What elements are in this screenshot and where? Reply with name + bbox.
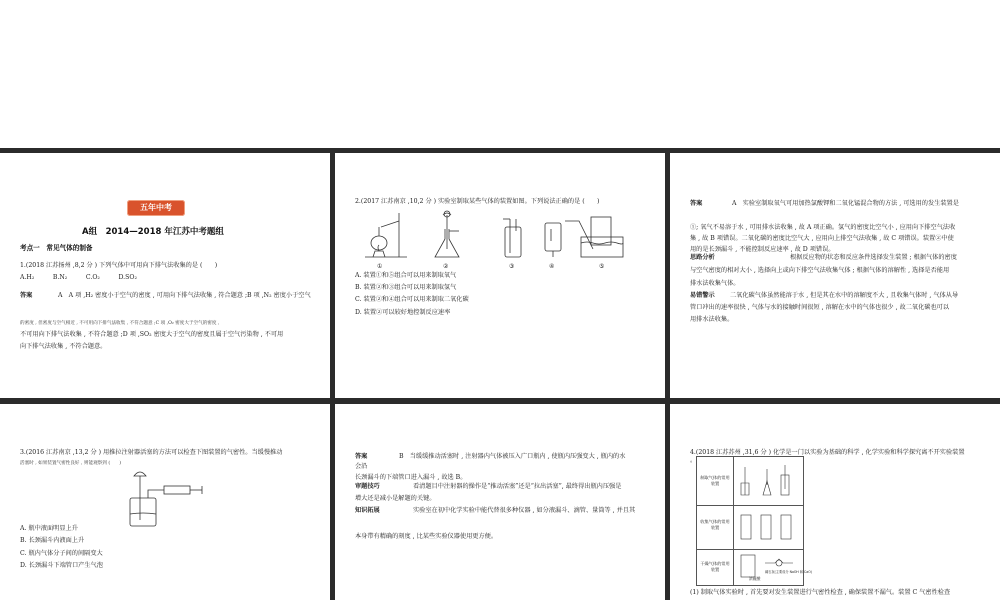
answer-text-4: 向下排气法收集 , 不符合题意。 xyxy=(20,343,107,350)
slide-3[interactable] xyxy=(670,153,1000,398)
question-4-b: 。 xyxy=(690,457,697,464)
answer-text-3: 集 , 故 B 项错误。二氧化碳的密度比空气大 , 应用向上排空气法收集 , 故 C 项错误。装置②中使 xyxy=(690,235,954,242)
slide-5[interactable] xyxy=(335,404,665,600)
answer-text: A A 项 ,H₂ 密度小于空气的密度 , 可用向下排气法收集 , 符合题意 ;B 项 ,N₂ 密度小于空气 xyxy=(58,292,311,299)
apparatus-table xyxy=(696,456,812,586)
wide-mouth-bottle xyxy=(130,498,156,526)
syringe-figure xyxy=(120,468,210,528)
note-text-2: 管口冲出的速率很快 , 气体与水的接触时间很短 , 溶解在水中的气体也很少 , 故二氧化碳也可以 xyxy=(690,304,950,311)
question-4: 4.(2018 江苏苏州 ,31,6 分 ) 化学是一门以实验为基础的科学 , 化学实验和科学探究离不开实验装置 xyxy=(690,449,965,456)
option-b: B. 长颈漏斗内液面上升 xyxy=(20,537,85,544)
tip-text-2: 增大还是减小是解题的关键。 xyxy=(355,495,436,502)
row-label-collect: 收集气体的常用装置 xyxy=(700,519,730,530)
answer-label: 答案 xyxy=(355,453,368,460)
label-3: ③ xyxy=(509,263,515,270)
apparatus-figure xyxy=(355,209,655,271)
answer-text: B 当缓缓推动活塞时 , 注射器内气体被压入广口瓶内 , 使瓶内压强变大 , 瓶内的水 xyxy=(399,453,626,460)
apparatus-2 xyxy=(435,211,459,257)
tip-text: 根据反应物的状态和反应条件选择发生装置 ; 根据气体的密度 xyxy=(790,254,957,261)
apparatus-3 xyxy=(503,219,521,257)
note-text: 二氧化碳气体虽然能溶于水 , 但是其在水中的溶解度不大 , 且收集气体时 , 气体从导 xyxy=(730,292,959,299)
answer-text-2: 会沿 xyxy=(355,463,368,470)
option-a: A. 瓶中液面明显上升 xyxy=(20,525,78,532)
answer-text-2: ①; 氧气不易溶于水 , 可用排水法收集 , 故 A 项正确。氢气的密度比空气小 , 应用向下排空气法收 xyxy=(690,224,956,231)
question-1-options: A.H₂ B.N₂ C.O₂ D.SO₂ xyxy=(20,274,137,281)
answer-text-2: 的密度 , 但密度与空气相近 , 不可用向下排气法收集 , 不符合题意 ;C 项 ,O₂ 密度大于空气的密度 , xyxy=(20,321,220,326)
question-3: 3.(2016 江苏南京 ,13,2 分 ) 用推拉注射器活塞的方法可以检查下图装置的气密性。当缓慢推动 xyxy=(20,449,283,456)
label-2: ② xyxy=(443,263,449,270)
delivery-tube xyxy=(148,490,164,498)
label-4: ④ xyxy=(549,263,555,270)
label-soda-lime: 碱石灰(主要成分 NaOH 和 CaO) xyxy=(765,570,812,574)
tip-label: 审题技巧 xyxy=(355,483,380,490)
tip-label: 思路分析 xyxy=(690,254,715,261)
blank-page-area xyxy=(0,0,1000,148)
slide-6[interactable] xyxy=(670,404,1000,600)
section-badge: 五年中考 xyxy=(127,200,185,216)
answer-text: A 实验室制取氧气可用加热氯酸钾和二氧化锰混合物的方法 , 可选用的发生装置是 xyxy=(732,200,959,207)
syringe xyxy=(164,486,190,494)
question-3-b: 活塞时 , 如果装置气密性良好 , 则能观察到 ( ) xyxy=(20,461,122,466)
label-5: ⑤ xyxy=(599,263,605,270)
option-b: B. 装置②和③组合可以用来制取氢气 xyxy=(355,284,457,291)
slide-4[interactable] xyxy=(0,404,330,600)
answer-text-3: 长颈漏斗的下端管口进入漏斗 , 故选 B。 xyxy=(355,474,467,481)
answer-text-3: 不可用向下排气法收集 , 不符合题意 ;D 项 ,SO₂ 密度大于空气的密度且属于空气污染物 , 不可用 xyxy=(20,331,284,338)
apparatus-5 xyxy=(565,217,623,257)
answer-label: 答案 xyxy=(690,200,703,207)
note-label: 知识拓展 xyxy=(355,507,380,514)
option-d: D. 装置②可以较好地控制反应速率 xyxy=(355,309,451,316)
row-label-dry: 干燥气体的常用装置 xyxy=(700,561,730,572)
note-text-3: 用排水法收集。 xyxy=(690,316,734,323)
apparatus-4 xyxy=(545,223,561,257)
option-c: C. 瓶内气体分子间的间隔变大 xyxy=(20,550,103,557)
question-1: 1.(2018 江苏扬州 ,8,2 分 ) 下列气体中可用向下排气法收集的是 ( ) xyxy=(20,262,218,269)
option-c: C. 装置②和④组合可以用来制取二氧化碳 xyxy=(355,296,469,303)
note-text-2: 本身带有精确的刻度 , 比某些实验仪器使用更方便。 xyxy=(355,533,498,540)
tip-text-2: 与空气密度的相对大小 , 选择向上或向下排空气法收集气体 ; 根据气体的溶解性 , 选择是否能用 xyxy=(690,267,950,274)
apparatus-1 xyxy=(365,213,407,257)
label-c: 浓硫酸 xyxy=(749,576,761,581)
option-a: A. 装置①和⑤组合可以用来制取氧气 xyxy=(355,272,457,279)
topic-heading: 考点一 常见气体的制备 xyxy=(20,244,93,252)
question-2: 2.(2017 江苏南京 ,10,2 分 ) 实验室制取某些气体的装置如图。下列说法正确的是 ( ) xyxy=(355,198,600,205)
group-heading: A组 2014—2018 年江苏中考题组 xyxy=(82,227,224,237)
answer-label: 答案 xyxy=(20,292,33,299)
row-label-generate: 制取气体的常用装置 xyxy=(700,475,730,486)
answer-text-4: 用的是长颈漏斗 , 不能控制反应速率 , 故 D 项错误。 xyxy=(690,246,835,253)
slide-1[interactable] xyxy=(0,153,330,398)
question-4-part-1: (1) 制取气体实验时 , 首先要对发生装置进行气密性检查 , 确保装置不漏气。装置 C 气密性检查 xyxy=(690,589,951,596)
slide-2[interactable] xyxy=(335,153,665,398)
label-1: ① xyxy=(377,263,383,270)
tip-text-3: 排水法收集气体。 xyxy=(690,280,740,287)
note-text: 实验室在初中化学实验中能代替很多种仪器 , 如分液漏斗、滴管、量筒等 , 并且其 xyxy=(413,507,636,514)
tip-text: 看清题目中注射器的操作是“推动活塞”还是“拉出活塞”, 最终得出瓶内压强是 xyxy=(413,483,622,490)
option-d: D. 长颈漏斗下端管口产生气泡 xyxy=(20,562,103,569)
apparatus-drawings xyxy=(735,459,812,583)
note-label: 易错警示 xyxy=(690,292,715,299)
